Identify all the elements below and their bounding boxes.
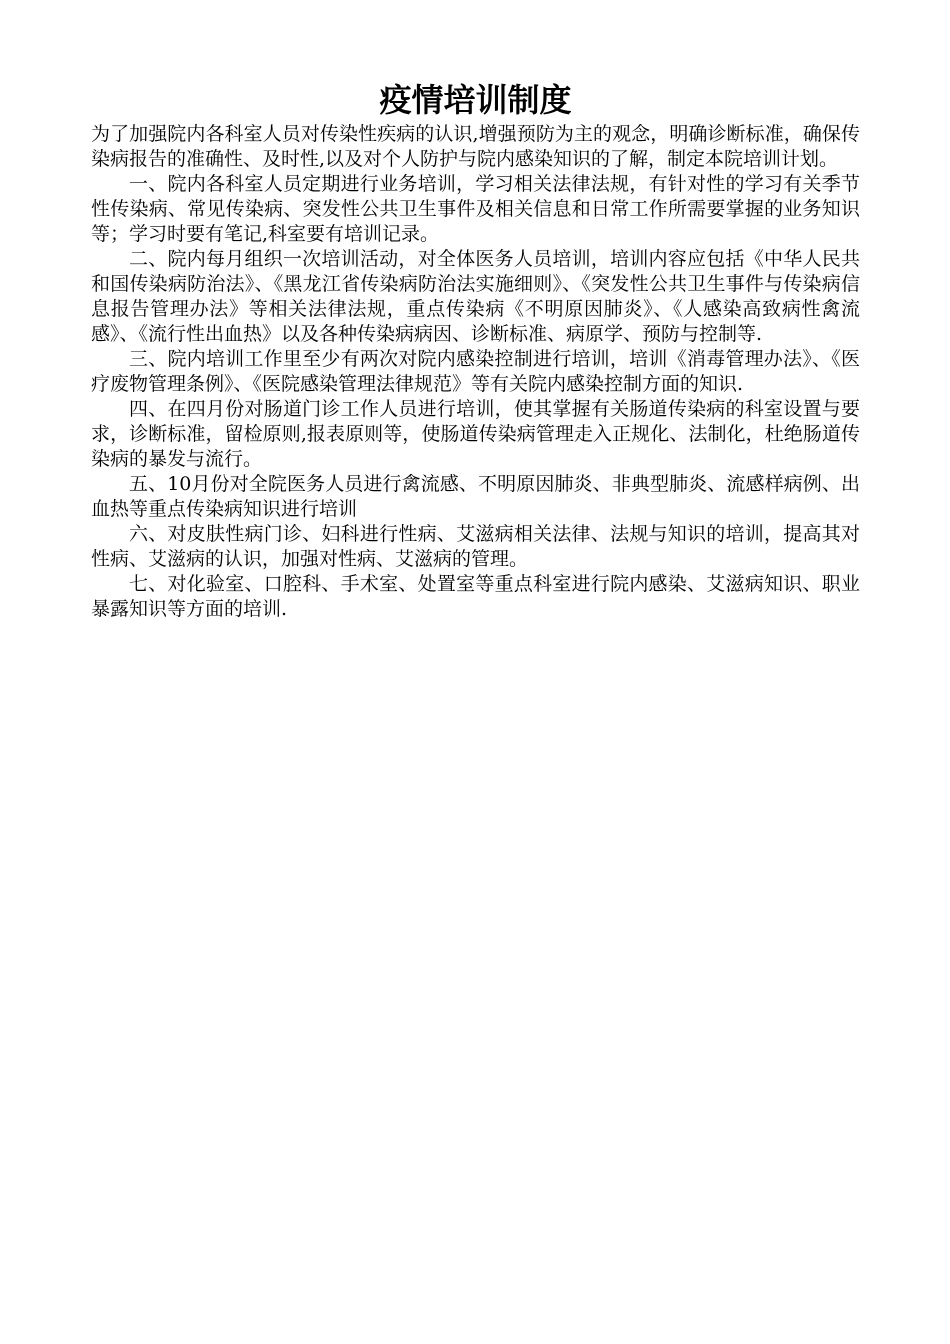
paragraph-3: 三、院内培训工作里至少有两次对院内感染控制进行培训，培训《消毒管理办法》、《医疗废物管理条例》、《医院感染管理法律规范》等有关院内感染控制方面的知识. bbox=[91, 348, 860, 395]
paragraph-7: 七、对化验室、口腔科、手术室、处置室等重点科室进行院内感染、艾滋病知识、职业暴露知识等方面的培训. bbox=[91, 573, 860, 620]
paragraph-1: 一、院内各科室人员定期进行业务培训，学习相关法律法规，有针对性的学习有关季节性传染病、常见传染病、突发性公共卫生事件及相关信息和日常工作所需要掌握的业务知识等；学习时要有笔记,科室要有培训记录。 bbox=[91, 173, 860, 245]
paragraph-4: 四、在四月份对肠道门诊工作人员进行培训，使其掌握有关肠道传染病的科室设置与要求，诊断标准，留检原则,报表原则等，使肠道传染病管理走入正规化、法制化，杜绝肠道传染病的暴发与流行。 bbox=[91, 398, 860, 470]
paragraph-5: 五、10月份对全院医务人员进行禽流感、不明原因肺炎、非典型肺炎、流感样病例、出血热等重点传染病知识进行培训 bbox=[91, 473, 860, 520]
intro-paragraph: 为了加强院内各科室人员对传染性疾病的认识,增强预防为主的观念，明确诊断标准，确保传染病报告的准确性、及时性,以及对个人防护与院内感染知识的了解，制定本院培训计划。 bbox=[91, 123, 860, 170]
paragraph-6: 六、对皮肤性病门诊、妇科进行性病、艾滋病相关法律、法规与知识的培训，提高其对性病、艾滋病的认识，加强对性病、艾滋病的管理。 bbox=[91, 523, 860, 570]
document-title: 疫情培训制度 bbox=[379, 81, 572, 119]
paragraph-2: 二、院内每月组织一次培训活动，对全体医务人员培训，培训内容应包括《中华人民共和国传染病防治法》、《黑龙江省传染病防治法实施细则》、《突发性公共卫生事件与传染病信息报告管理办法》等相关法律法规，重点传染病《不明原因肺炎》、《人感染高致病性禽流感》、《流行性出血热》以及各种传染病病因、诊断标准、病原学、预防与控制等. bbox=[91, 248, 860, 345]
document-page bbox=[91, 78, 860, 622]
